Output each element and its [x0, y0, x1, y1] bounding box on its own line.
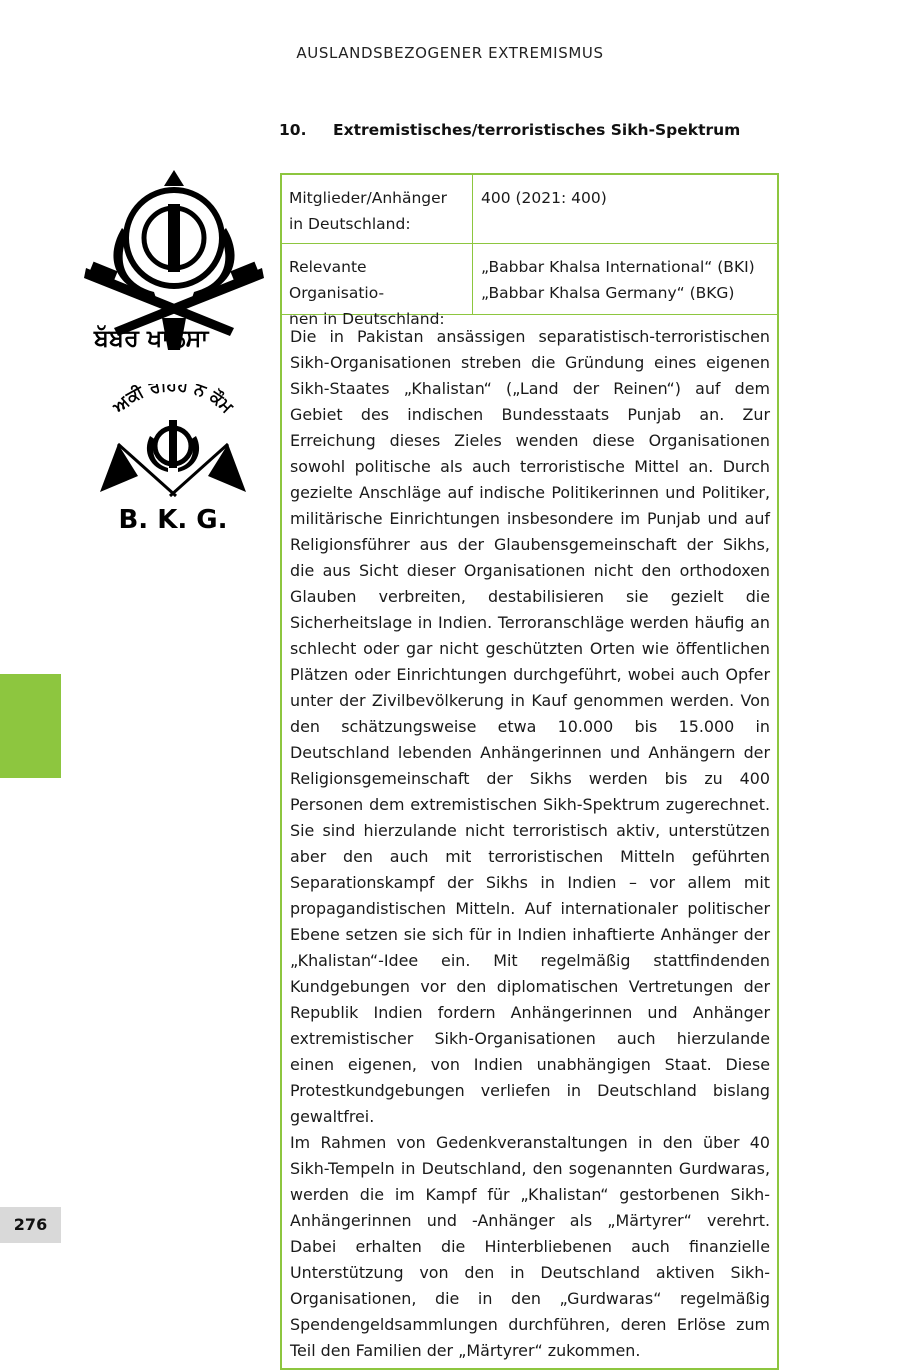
page-number: 276: [0, 1207, 61, 1243]
organization-bkg: „Babbar Khalsa Germany“ (BKG): [481, 284, 735, 302]
body-paragraph: Die in Pakistan ansässigen separatistisch-terroristischen Sikh-Organisationen streben die Gründung eines eigenen Sikh-Staates „Khalistan“ („Land der Reinen“) auf dem Gebiet des indischen Bundesstaats Punjab an. Zur Erreichung dieses Zieles wenden diese Organisationen sowohl politische als auch terroristische Mittel an. Durch gezielte Anschläge auf indische Politikerinnen und Politiker, militärische Einrichtungen insbesondere im Punjab und auf Religionsführer aus der Glaubensgemeinschaft der Sikhs, die aus Sicht dieser Organisationen nicht den orthodoxen Glauben verbreiten, destabilisieren sie gezielt die Sicherheitslage in Indien. Terroranschläge werden häufig an schlecht oder gar nicht geschützten Orten wie öffentlichen Plätzen oder Einrichtungen durchgeführt, wobei auch Opfer unter der Zivilbevölkerung in Kauf genommen werden. Von den schätzungsweise etwa 10.000 bis 15.000 in Deutschland lebenden Anhängerinnen und Anhängern der Religionsgemeinschaft der Sikhs werden bis zu 400 Personen dem extremistischen Sikh-Spektrum zugerechnet. Sie sind hierzulande nicht terroristisch aktiv, unterstützen aber den auch mit terroristischen Mitteln geführten Separationskampf der Sikhs in Indien – vor allem mit propagandistischen Mitteln. Auf internationaler politischer Ebene setzen sie sich für in Indien inhaftierte Anhänger der „Khalistan“-Idee ein. Mit regelmäßig stattfindenden Kundgebungen vor den diplomatischen Vertretungen der Republik Indien fordern Anhängerinnen und Anhänger extremistischer Sikh-Organisationen auch hierzulande einen eigenen, von Indien unabhängigen Staat. Diese Protestkundgebungen verliefen in Deutschland bislang gewaltfrei.: [290, 327, 770, 1126]
section-title: Extremistisches/terroristisches Sikh-Spektrum: [333, 121, 741, 139]
chapter-tab-marker: [0, 674, 61, 778]
organizations-label-line2: nen in Deutschland:: [289, 310, 445, 328]
bki-logo: [84, 168, 264, 362]
body-paragraph: Im Rahmen von Gedenkveranstaltungen in den über 40 Sikh-Tempeln in Deutschland, den sogenannten Gurdwaras, werden die im Kampf für „Khalistan“ gestorbenen Sikh-Anhängerinnen und -Anhänger als „Märtyrer“ verehrt. Dabei erhalten die Hinterbliebenen auch finanzielle Unterstützung von den in Deutschland aktiven Sikh-Organisationen, die in den „Gurdwaras“ regelmäßig Spendengeldsammlungen durchführen, deren Erlöse zum Teil den Familien der „Märtyrer“ zukommen.: [290, 1133, 770, 1360]
bki-emblem-text: ਬੱਬਰ ਖਾਲਸਾ: [94, 324, 209, 352]
section-heading: [279, 121, 740, 139]
body-text: [282, 315, 777, 1368]
bkg-caption: B. K. G.: [118, 505, 228, 534]
organization-bki: „Babbar Khalsa International“ (BKI): [481, 258, 755, 276]
bkg-logo: [98, 384, 248, 538]
members-label-line2: in Deutschland:: [289, 215, 411, 233]
info-box: [280, 173, 779, 1370]
organizations-label-line1: Relevante Organisatio-: [289, 258, 385, 302]
svg-text:ਅਕੀ ਰਹਿਹ ਨ ਕੌਮ: [109, 384, 238, 418]
table-row-members: [282, 175, 777, 244]
members-value: [473, 175, 777, 243]
members-label: [282, 175, 473, 243]
section-number: 10.: [279, 121, 307, 139]
members-label-line1: Mitglieder/Anhänger: [289, 189, 448, 207]
organizations-label: [282, 244, 473, 328]
bki-emblem-icon: [84, 168, 264, 358]
members-value-line1: 400 (2021: 400): [481, 189, 607, 207]
bkg-emblem-icon: [98, 384, 248, 534]
table-row-organizations: [282, 244, 777, 328]
running-header: AUSLANDSBEZOGENER EXTREMISMUS: [296, 44, 604, 62]
bkg-arc-text: ਅਕੀ ਰਹਿਹ ਨ ਕੌਮ: [109, 384, 237, 418]
organizations-value: [473, 244, 777, 314]
